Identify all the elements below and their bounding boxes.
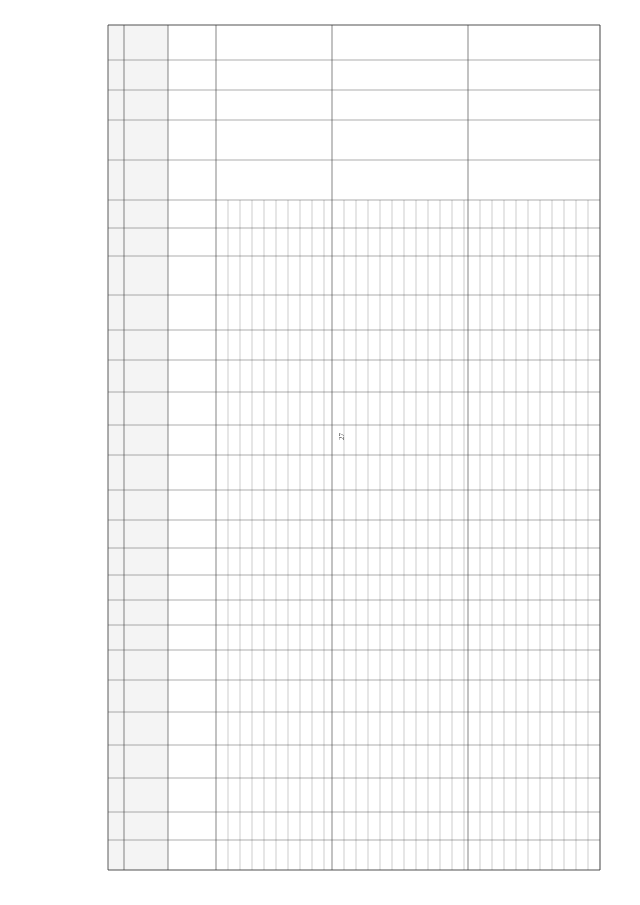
table-grid bbox=[108, 25, 600, 870]
header-band bbox=[108, 25, 168, 870]
page-number: 27 bbox=[338, 433, 346, 440]
